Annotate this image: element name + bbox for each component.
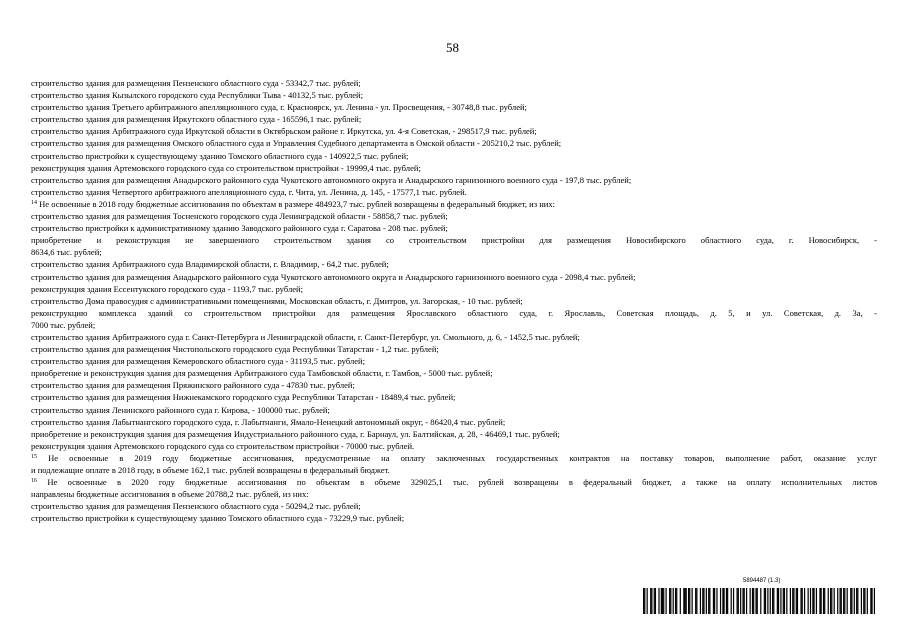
text-line xyxy=(31,174,877,186)
barcode-bar xyxy=(764,588,765,614)
text-line xyxy=(31,500,877,512)
text-line xyxy=(31,404,877,416)
line-text: и подлежащие оплате в 2018 году, в объеме 162,1 тыс. рублей возвращены в федеральный бюджет. xyxy=(31,465,390,475)
line-text: приобретение и реконструкция здания для размещения Арбитражного суда Тамбовской области, г. Тамбов, - 5000 тыс. рублей; xyxy=(31,368,493,379)
footnote-line xyxy=(31,452,877,464)
barcode-bar xyxy=(655,588,656,614)
line-text: строительство пристройки к существующему зданию Томского областного суда - 73229,9 тыс. рублей; xyxy=(31,513,405,524)
line-text: строительство здания для размещения Пензенского областного суда - 53342,7 тыс. рублей; xyxy=(31,78,361,88)
barcode-bar xyxy=(871,588,872,614)
footnote-line xyxy=(31,198,877,210)
barcode-bar xyxy=(839,588,840,614)
barcode-bar xyxy=(861,588,862,614)
barcode-bar xyxy=(847,588,848,614)
footnote-line xyxy=(31,476,877,488)
barcode-bar xyxy=(824,588,825,614)
barcode-bar xyxy=(808,588,809,614)
barcode-bar xyxy=(841,588,842,614)
barcode-bar xyxy=(683,588,684,614)
line-text: строительство здания для размещения Нижнекамского городского суда Республики Татарстан - 18489,4 тыс. рублей; xyxy=(31,392,456,403)
text-line xyxy=(31,319,877,331)
line-text: строительство здания Третьего арбитражного апелляционного суда, г. Красноярск, ул. Ленина - ул. Просвещения, - 30748,8 тыс. рублей; xyxy=(31,102,527,113)
barcode-bar xyxy=(738,588,739,614)
barcode-bar xyxy=(737,588,738,614)
barcode-bar xyxy=(765,588,766,614)
barcode-bar xyxy=(686,588,687,614)
line-text: строительство здания для размещения Анадырского районного суда Чукотского автономного округа и Анадырского гарнизонного военного суда - 197,8 тыс. рублей; xyxy=(31,174,632,185)
line-text: Не освоенные в 2020 году бюджетные ассигнования по объектам в объеме 329025,1 тыс. рублей возвращены в федеральный бюджет, а также на оплату исполнительных листов xyxy=(37,477,877,488)
barcode-bar xyxy=(777,588,778,614)
line-text: приобретение и реконструкция здания для размещения Индустриального районного суда, г. Барнаул, ул. Балтийская, д. 28, - 46469,1 тыс. рублей; xyxy=(31,428,560,439)
line-text: строительство здания Арбитражного суда Владимирской области, г. Владимир, - 64,2 тыс. рублей; xyxy=(31,259,389,270)
barcode-bar xyxy=(813,588,814,614)
text-line xyxy=(31,246,877,258)
barcode-bar xyxy=(854,588,855,614)
barcode-bar xyxy=(870,588,871,614)
barcode-bar xyxy=(816,588,817,614)
barcode-bar xyxy=(830,588,831,614)
barcode-bar xyxy=(802,588,803,614)
barcode-bar xyxy=(857,588,858,614)
footnote-number: 16 xyxy=(31,478,37,485)
text-line xyxy=(31,234,877,246)
text-line xyxy=(31,428,877,440)
text-line xyxy=(31,77,877,89)
barcode-bar xyxy=(823,588,824,614)
line-text: строительство здания для размещения Анадырского районного суда Чукотского автономного округа и Анадырского гарнизонного военного суда - 2098,4 тыс. рублей; xyxy=(31,271,636,282)
barcode-bar xyxy=(689,588,690,614)
line-text: строительство здания Четвертого арбитражного апелляционного суда, г. Чита, ул. Ленина, д. 145, - 17577,1 тыс. рублей. xyxy=(31,186,467,197)
text-line xyxy=(31,210,877,222)
text-line xyxy=(31,186,877,198)
barcode-bar xyxy=(723,588,724,614)
barcode-bar xyxy=(643,588,644,614)
barcode-bar xyxy=(784,588,785,614)
barcode-bar xyxy=(772,588,773,614)
barcode-bar xyxy=(688,588,689,614)
barcode-bar xyxy=(675,588,676,614)
line-text: строительство Дома правосудия с административными помещениями, Московская область, г. Дмитров, ул. Загорская, - 10 тыс. рублей; xyxy=(31,295,523,306)
barcode-bar xyxy=(750,588,751,614)
barcode-bar xyxy=(714,588,715,614)
barcode-bar xyxy=(716,588,717,614)
line-text: направлены бюджетные ассигнования в объеме 20788,2 тыс. рублей, из них: xyxy=(31,489,309,500)
barcode-bar xyxy=(837,588,838,614)
barcode-bar xyxy=(731,588,732,614)
barcode-bar xyxy=(727,588,728,614)
barcode-bar xyxy=(755,588,756,614)
barcode-bar xyxy=(786,588,787,614)
barcode-bar xyxy=(654,588,655,614)
barcode-bar xyxy=(810,588,811,614)
text-line xyxy=(31,379,877,391)
text-line xyxy=(31,464,877,476)
line-text: строительство здания для размещения Пензенского областного суда - 50294,2 тыс. рублей; xyxy=(31,501,361,512)
barcode-bar xyxy=(864,588,865,614)
document-body xyxy=(31,77,877,524)
line-text: строительство здания для размещения Омского областного суда и Управления Судебного департамента в Омской области - 205210,2 тыс. рублей; xyxy=(31,138,562,149)
barcode-bar xyxy=(647,588,648,614)
barcode-bar xyxy=(778,588,779,614)
line-text: строительство здания Кызылского городского суда Республики Тыва - 40132,5 тыс. рублей; xyxy=(31,90,363,101)
line-text: строительство здания для размещения Пряжинского районного суда - 47830 тыс. рублей; xyxy=(31,380,355,391)
barcode-bar xyxy=(713,588,714,614)
line-text: приобретение и реконструкция не завершенного строительством здания со строительством пристройки для размещения Новосибирского областного суда, г. Новосибирск, - xyxy=(31,235,877,246)
barcode-bar xyxy=(812,588,813,614)
barcode-bar xyxy=(752,588,753,614)
barcode-bar xyxy=(720,588,721,614)
barcode-bar xyxy=(757,588,758,614)
barcode-bar xyxy=(742,588,743,614)
barcode-bar xyxy=(770,588,771,614)
barcode-bar xyxy=(796,588,797,614)
text-line xyxy=(31,343,877,355)
text-line xyxy=(31,391,877,403)
text-line xyxy=(31,271,877,283)
line-text: реконструкция здания Ессентукского городского суда - 1193,7 тыс. рублей; xyxy=(31,283,303,294)
text-line xyxy=(31,162,877,174)
footnote-number: 14 xyxy=(31,199,37,206)
barcode-bar xyxy=(722,588,723,614)
line-text: строительство здания Арбитражного суда Иркутской области в Октябрьском районе г. Иркутска, ул. 4-я Советская, - 298517,9 тыс. рублей; xyxy=(31,126,537,137)
barcode-bar xyxy=(658,588,659,614)
text-line xyxy=(31,416,877,428)
barcode-bar xyxy=(726,588,727,614)
barcode-bar xyxy=(746,588,747,614)
barcode-bar xyxy=(831,588,832,614)
barcode-bar xyxy=(669,588,670,614)
barcode-bar xyxy=(661,588,662,614)
text-line xyxy=(31,89,877,101)
barcode-bar xyxy=(800,588,801,614)
line-text: строительство здания для размещения Иркутского областного суда - 165596,1 тыс. рублей; xyxy=(31,114,362,125)
text-line xyxy=(31,113,877,125)
barcode-bar xyxy=(874,588,875,614)
line-text: строительство здания для размещения Чистопольского городского суда Республики Татарстан - 1,2 тыс. рублей; xyxy=(31,344,439,355)
barcode-bar xyxy=(773,588,774,614)
text-line xyxy=(31,355,877,367)
barcode-bar xyxy=(783,588,784,614)
barcode-bar xyxy=(767,588,768,614)
line-text: реконструкцию комплекса зданий со строительством пристройки для размещения Ярославского областного суда, г. Ярославль, Советская площадь, д. 5, и ул. Советская, д. 3а, - xyxy=(31,307,877,318)
line-text: строительство здания для размещения Тосненского городского суда Ленинградской области - 58858,7 тыс. рублей; xyxy=(31,211,448,222)
text-line xyxy=(31,150,877,162)
barcode-bar xyxy=(696,588,697,614)
text-line xyxy=(31,137,877,149)
barcode-bar xyxy=(702,588,703,614)
line-text: строительство пристройки к существующему зданию Томского областного суда - 140922,5 тыс. рублей; xyxy=(31,150,409,161)
barcode-bar xyxy=(867,588,868,614)
text-line xyxy=(31,258,877,270)
barcode-bar xyxy=(708,588,709,614)
text-line xyxy=(31,222,877,234)
barcode-bar xyxy=(856,588,857,614)
barcode-bar xyxy=(684,588,685,614)
barcode-bar xyxy=(821,588,822,614)
barcode-bar xyxy=(744,588,745,614)
barcode-bar xyxy=(780,588,781,614)
barcode-bar xyxy=(670,588,671,614)
barcode-bar xyxy=(733,588,734,614)
barcode-bar xyxy=(676,588,677,614)
text-line xyxy=(31,295,877,307)
footnote-number: 15 xyxy=(31,453,37,460)
line-text: строительство здания Ленинского районного суда г. Кирова, - 100000 тыс. рублей; xyxy=(31,404,330,415)
text-line xyxy=(31,440,877,452)
barcode-bar xyxy=(850,588,851,614)
line-text: реконструкция здания Артемовского городского суда со строительством пристройки - 70000 тыс. рублей. xyxy=(31,440,415,451)
barcode-bar xyxy=(753,588,754,614)
page-number: 58 xyxy=(446,40,459,55)
barcode-id: 5894487 (1.3) xyxy=(743,578,781,584)
barcode-bar xyxy=(851,588,852,614)
barcode-bar xyxy=(663,588,664,614)
line-text: Не освоенные в 2018 году бюджетные ассигнования по объектам в размере 484923,7 тыс. рублей возвращены в федеральный бюджет, из них: xyxy=(37,198,556,209)
barcode-bar xyxy=(792,588,793,614)
barcode-block xyxy=(643,578,875,618)
barcode-bar xyxy=(662,588,663,614)
text-line xyxy=(31,512,877,524)
barcode-bar xyxy=(692,588,693,614)
barcode-bar xyxy=(700,588,701,614)
barcode-bar xyxy=(650,588,651,614)
barcode-bar xyxy=(665,588,666,614)
barcode-bar xyxy=(706,588,707,614)
barcode-bar xyxy=(673,588,674,614)
barcode-bar xyxy=(819,588,820,614)
barcode-bar xyxy=(651,588,652,614)
line-text: 7000 тыс. рублей; xyxy=(31,319,96,330)
line-text: строительство пристройки к административному зданию Заводского районного суда г. Саратова - 208 тыс. рублей; xyxy=(31,223,448,234)
barcode-bar xyxy=(828,588,829,614)
line-text: строительство здания для размещения Кемеровского областного суда - 31193,5 тыс. рублей; xyxy=(31,356,365,367)
text-line xyxy=(31,488,877,500)
text-line xyxy=(31,125,877,137)
line-text: строительство здания Арбитражного суда г. Санкт-Петербурга и Ленинградской области, г. Санкт-Петербург, ул. Смольного, д. 6, - 1452,5 тыс. рублей; xyxy=(31,331,580,342)
text-line xyxy=(31,331,877,343)
text-line xyxy=(31,307,877,319)
barcode-bar xyxy=(843,588,844,614)
barcode-bar xyxy=(844,588,845,614)
line-text: Не освоенные в 2019 году бюджетные ассигнования, предусмотренные на оплату заключенных государственных контрактов на поставку товаров, выполнение работ, оказание услуг xyxy=(37,452,877,463)
barcode-image xyxy=(643,588,875,614)
barcode-bar xyxy=(804,588,805,614)
barcode-bar xyxy=(740,588,741,614)
barcode-bar xyxy=(644,588,645,614)
barcode-bar xyxy=(797,588,798,614)
line-text: реконструкция здания Артемовского городского суда со строительством пристройки - 19999,4 тыс. рублей; xyxy=(31,162,421,173)
barcode-bar xyxy=(863,588,864,614)
line-text: строительство здания Лабытнангского городского суда, г. Лабытнанги, Ямало-Ненецкий автономный округ, - 86420,4 тыс. рублей; xyxy=(31,416,506,427)
barcode-bar xyxy=(790,588,791,614)
barcode-bar xyxy=(709,588,710,614)
barcode-bar xyxy=(703,588,704,614)
barcode-bar xyxy=(760,588,761,614)
barcode-bar xyxy=(793,588,794,614)
text-line xyxy=(31,283,877,295)
text-line xyxy=(31,101,877,113)
barcode-bar xyxy=(680,588,681,614)
barcode-bar xyxy=(834,588,835,614)
text-line xyxy=(31,367,877,379)
line-text: 8634,6 тыс. рублей; xyxy=(31,247,102,258)
barcode-bar xyxy=(695,588,696,614)
